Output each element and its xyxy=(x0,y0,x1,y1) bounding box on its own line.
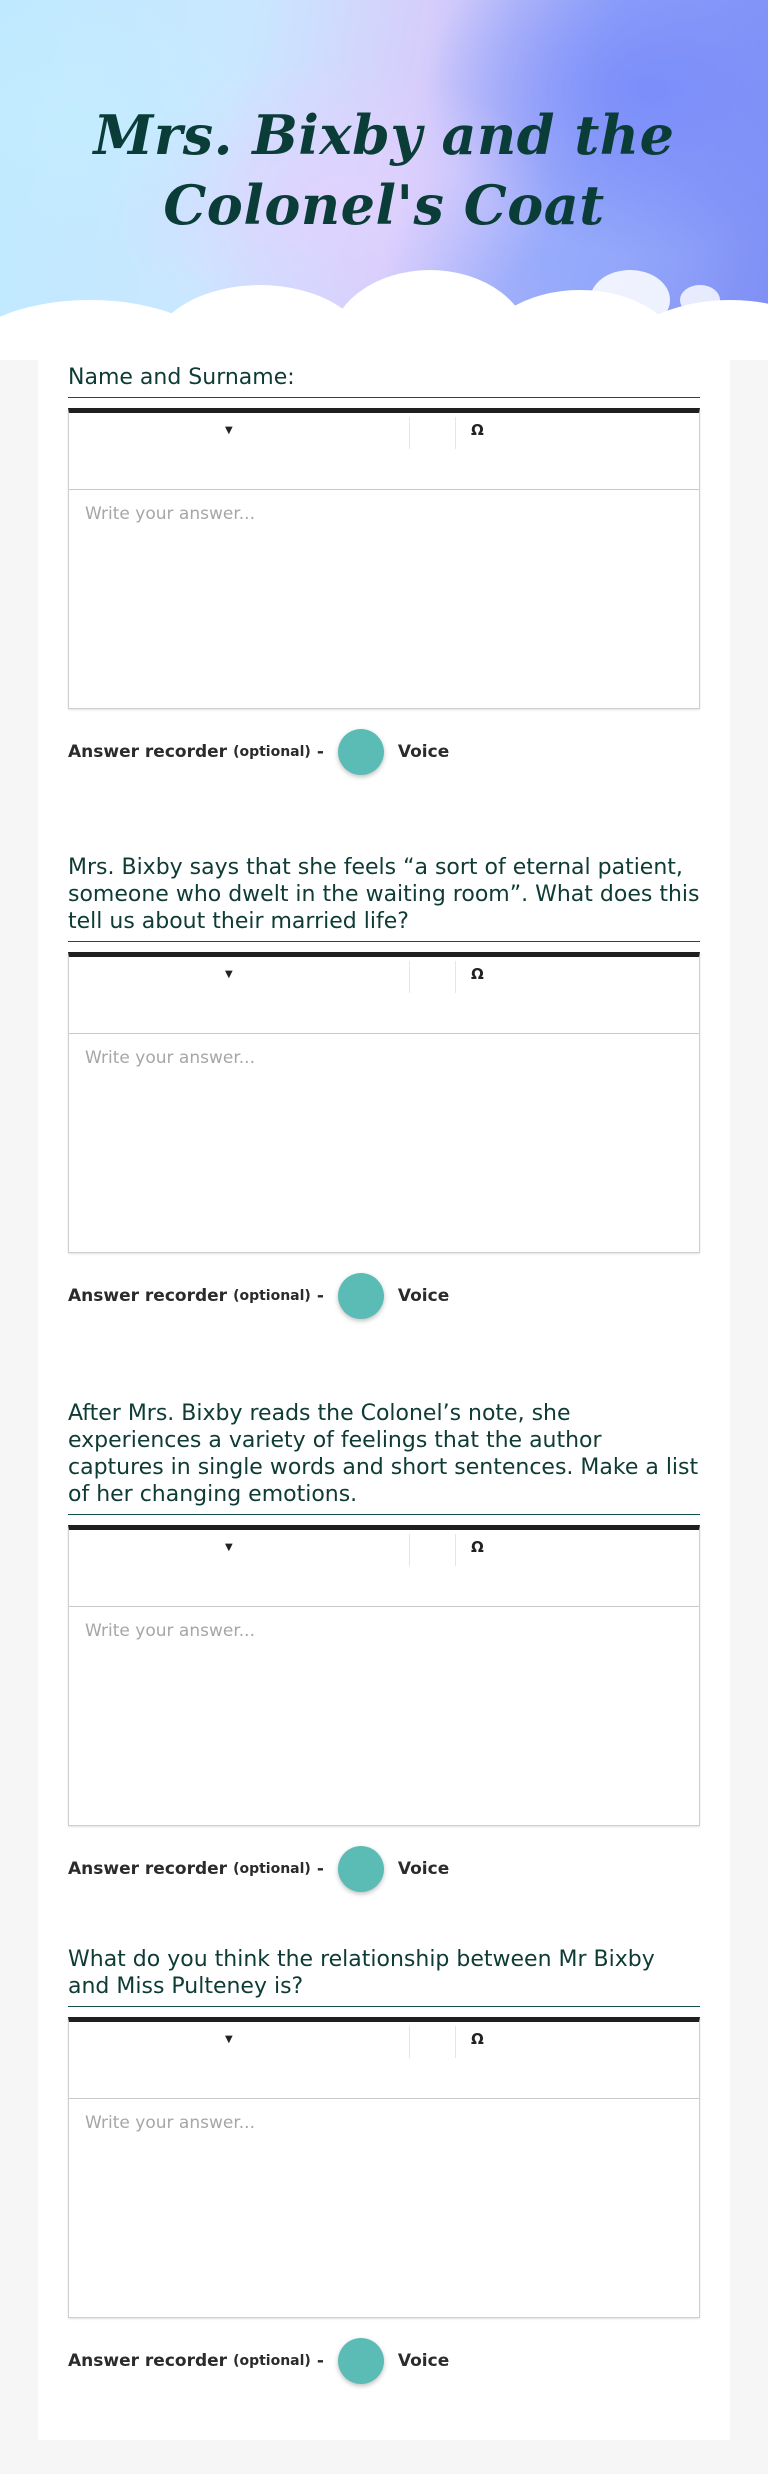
recorder-label: Answer recorder xyxy=(68,742,228,762)
recorder-label: Answer recorder xyxy=(68,1859,228,1879)
caret-down-icon[interactable]: ▼ xyxy=(225,1542,233,1553)
answer-textarea[interactable] xyxy=(69,490,699,708)
toolbar-separator xyxy=(455,417,456,449)
recorder-label: Answer recorder xyxy=(68,2351,228,2371)
record-button[interactable] xyxy=(338,729,384,775)
editor-toolbar xyxy=(69,957,699,1034)
recorder-dash: - xyxy=(316,1286,324,1306)
omega-icon[interactable]: Ω xyxy=(471,421,484,439)
recorder-dash: - xyxy=(316,742,324,762)
answer-recorder xyxy=(68,729,700,775)
toolbar-separator xyxy=(409,2026,410,2058)
recorder-optional: (optional) xyxy=(233,1288,311,1304)
answer-textarea[interactable] xyxy=(69,2099,699,2317)
answer-recorder xyxy=(68,2338,700,2384)
answer-editor xyxy=(68,2017,700,2318)
answer-textarea[interactable] xyxy=(69,1034,699,1252)
voice-label: Voice xyxy=(397,2351,450,2371)
recorder-label: Answer recorder xyxy=(68,1286,228,1306)
omega-icon[interactable]: Ω xyxy=(471,1538,484,1556)
toolbar-separator xyxy=(455,1534,456,1566)
question-text: Mrs. Bixby says that she feels “a sort of eternal patient, someone who dwelt in the waiting room”. What does this tell us about their married life? xyxy=(68,855,700,934)
divider xyxy=(68,1514,700,1515)
question-text: Name and Surname: xyxy=(68,365,295,390)
voice-label: Voice xyxy=(397,742,450,762)
recorder-optional: (optional) xyxy=(233,2353,311,2369)
toolbar-separator xyxy=(455,961,456,993)
divider xyxy=(68,397,700,398)
recorder-dash: - xyxy=(316,2351,324,2371)
record-button[interactable] xyxy=(338,1273,384,1319)
editor-toolbar xyxy=(69,1530,699,1607)
question-text: After Mrs. Bixby reads the Colonel’s note, she experiences a variety of feelings that the author captures in single words and short sentences. Make a list of her changing emotions. xyxy=(68,1401,699,1507)
question-block xyxy=(68,1946,700,2384)
answer-recorder xyxy=(68,1273,700,1319)
question-block xyxy=(68,1400,700,1892)
divider xyxy=(68,2006,700,2007)
question-text: What do you think the relationship between Mr Bixby and Miss Pulteney is? xyxy=(68,1947,655,1999)
toolbar-separator xyxy=(455,2026,456,2058)
toolbar-separator xyxy=(409,417,410,449)
divider xyxy=(68,941,700,942)
answer-editor xyxy=(68,408,700,709)
editor-toolbar xyxy=(69,413,699,490)
answer-recorder xyxy=(68,1846,700,1892)
recorder-optional: (optional) xyxy=(233,1861,311,1877)
question-block xyxy=(68,854,700,1319)
page-title: Mrs. Bixby and the Colonel's Coat xyxy=(93,103,675,237)
caret-down-icon[interactable]: ▼ xyxy=(225,425,233,436)
answer-textarea[interactable] xyxy=(69,1607,699,1825)
caret-down-icon[interactable]: ▼ xyxy=(225,969,233,980)
record-button[interactable] xyxy=(338,1846,384,1892)
record-button[interactable] xyxy=(338,2338,384,2384)
answer-editor xyxy=(68,952,700,1253)
voice-label: Voice xyxy=(397,1859,450,1879)
toolbar-separator xyxy=(409,961,410,993)
voice-label: Voice xyxy=(397,1286,450,1306)
omega-icon[interactable]: Ω xyxy=(471,965,484,983)
omega-icon[interactable]: Ω xyxy=(471,2030,484,2048)
recorder-dash: - xyxy=(316,1859,324,1879)
worksheet-card xyxy=(38,360,730,2440)
toolbar-separator xyxy=(409,1534,410,1566)
caret-down-icon[interactable]: ▼ xyxy=(225,2034,233,2045)
answer-editor xyxy=(68,1525,700,1826)
editor-toolbar xyxy=(69,2022,699,2099)
recorder-optional: (optional) xyxy=(233,744,311,760)
header-banner xyxy=(0,0,768,360)
question-block xyxy=(68,360,700,775)
